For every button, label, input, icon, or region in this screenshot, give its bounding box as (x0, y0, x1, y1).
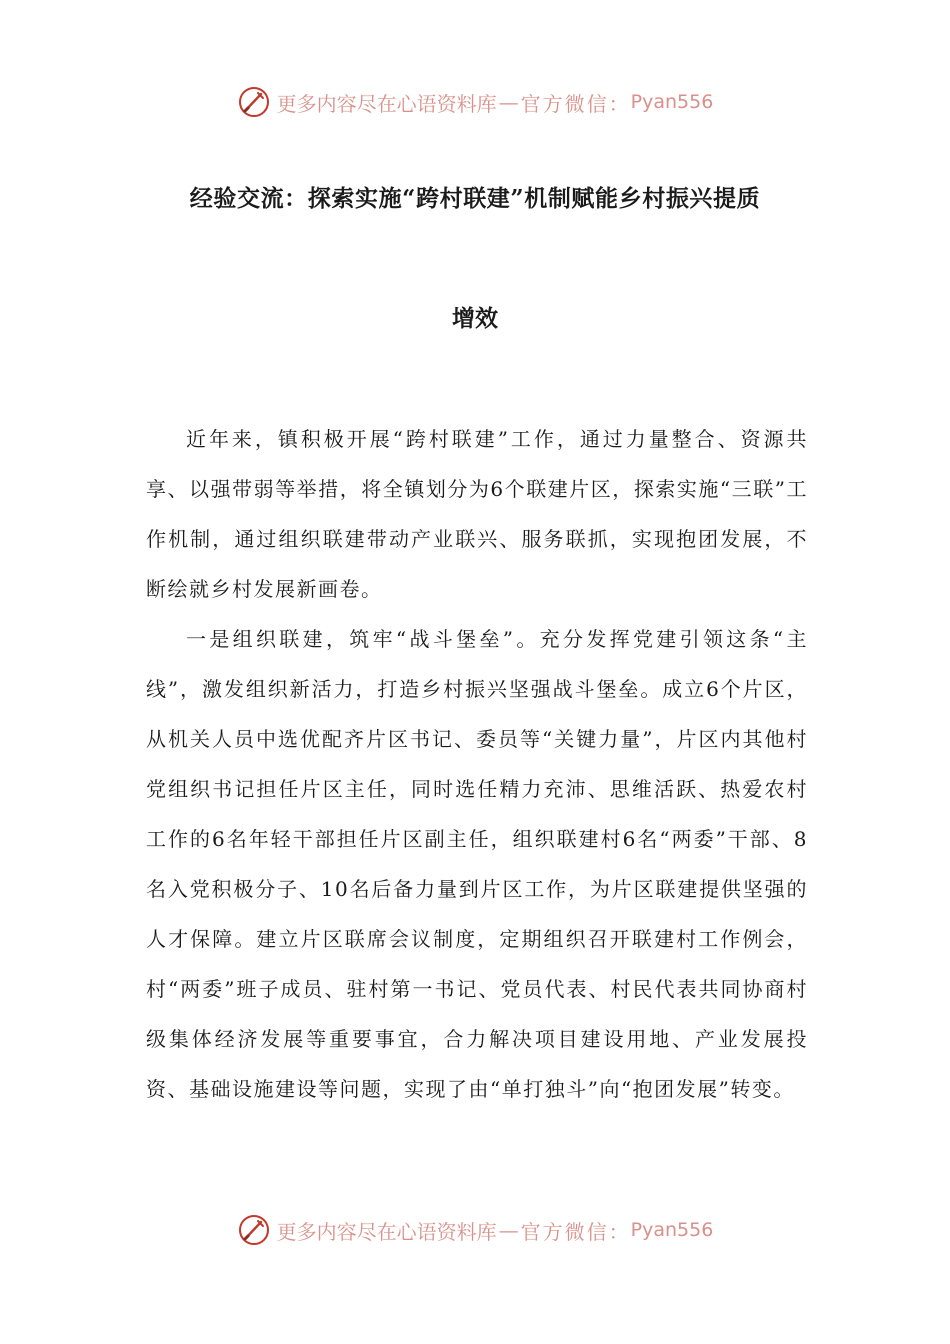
document-body (146, 414, 808, 1114)
watermark-sub-text: 官方微信： (520, 91, 631, 116)
paragraph-organization-joint-building: 一是组织联建，筑牢“战斗堡垒”。充分发挥党建引领这条“主线”，激发组织新活力，打造乡村振兴坚强战斗堡垒。成立6个片区，从机关人员中选优配齐片区书记、委员等“关键力量”，片区内其他村党组织书记担任片区主任，同时选任精力充沛、思维活跃、热爱农村工作的6名年轻干部担任片区副主任，组织联建村6名“两委”干部、8名入党积极分子、10名后备力量到片区工作，为片区联建提供坚强的人才保障。建立片区联席会议制度，定期组织召开联建村工作例会，村“两委”班子成员、驻村第一书记、党员代表、村民代表共同协商村级集体经济发展等重要事宜，合力解决项目建设用地、产业发展投资、基础设施建设等问题，实现了由“单打独斗”向“抱团发展”转变。 (146, 627, 808, 1101)
watermark-main-text: 更多内容尽在心语资料库 (276, 1219, 497, 1244)
document-title-line-2: 增效 (452, 305, 498, 332)
paragraph-intro: 近年来，镇积极开展“跨村联建”工作，通过力量整合、资源共享、以强带弱等举措，将全镇划分为6个联建片区，探索实施“三联”工作机制，通过组织联建带动产业联兴、服务联抓，实现抱团发展，不断绘就乡村发展新画卷。 (146, 427, 808, 601)
watermark-wechat-id: Pyan556 (630, 91, 714, 113)
watermark-header (0, 82, 950, 122)
watermark-dash: — (498, 90, 519, 114)
watermark-wechat-id: Pyan556 (630, 1219, 714, 1241)
watermark-footer (0, 1210, 950, 1250)
watermark-main-text: 更多内容尽在心语资料库 (276, 91, 497, 116)
pen-circle-logo-icon (237, 85, 271, 119)
watermark-sub-text: 官方微信： (520, 1219, 631, 1244)
document-title-line-1: 经验交流：探索实施“跨村联建”机制赋能乡村振兴提质 (189, 185, 761, 212)
watermark-dash: — (498, 1218, 519, 1242)
pen-circle-logo-icon (237, 1213, 271, 1247)
